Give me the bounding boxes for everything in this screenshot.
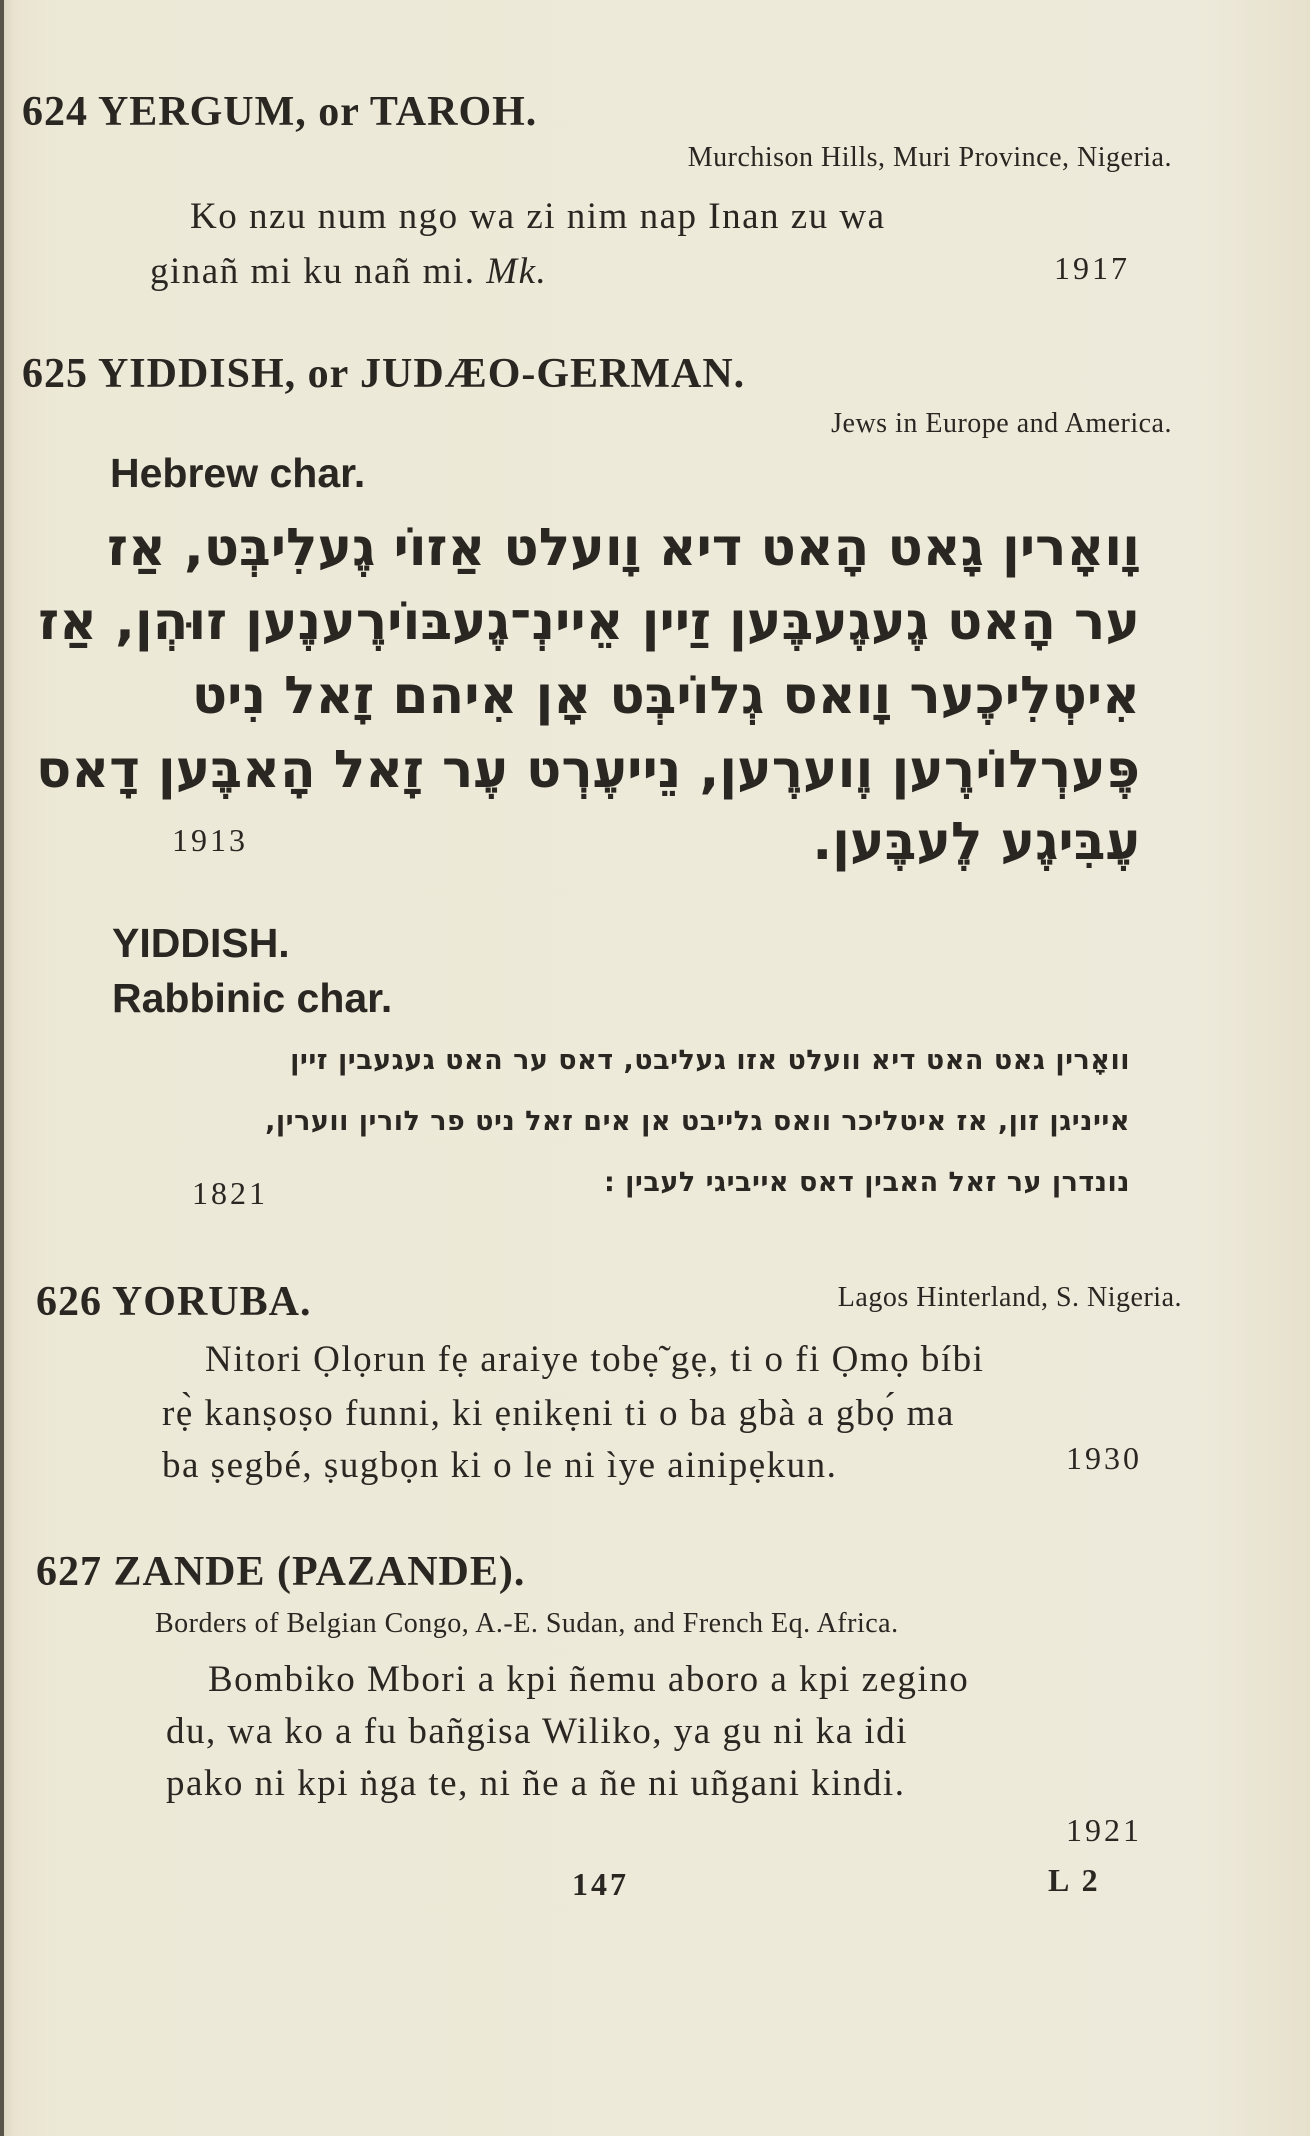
entry-624-line-2: [150, 250, 1130, 293]
rabbinic-line-3: נונדרן ער זאל האבין דאס אייביגי לעבין :: [603, 1167, 1130, 1198]
entry-626-region: Lagos Hinterland, S. Nigeria.: [837, 1282, 1182, 1313]
yiddish-rabbinic-heading: YIDDISH.: [112, 920, 290, 966]
entry-627-region: Borders of Belgian Congo, A.-E. Sudan, and French Eq. Africa.: [155, 1608, 899, 1639]
yiddish-rabbinic-subheading: Rabbinic char.: [112, 975, 393, 1021]
entry-name: YERGUM, or TAROH.: [97, 89, 538, 135]
yoruba-line-3: ba ṣegbé, ṣugbọn ki o le ni ìye ainipẹkun.: [162, 1445, 838, 1486]
hebrew-line-1: וָואָרין גָאט הָאט דיא וָועלט אַזוֹי גֶעלִיבְּט, אַז: [107, 518, 1140, 578]
entry-625-year: 1913: [172, 822, 248, 858]
yoruba-line-1: Nitori Ọlọrun fẹ araiye tobẹ̃ gẹ, ti o fi Ọmọ bíbi: [205, 1339, 985, 1380]
rabbinic-year: 1821: [192, 1175, 268, 1211]
hebrew-line-3: אִיטְלִיכֶער וָואס גְלוֹיבְּט אָן אִיהם זָאל נִיט: [191, 666, 1140, 726]
entry-626-heading: [36, 1278, 311, 1326]
text-line: ginañ mi ku nañ mi.: [150, 251, 476, 292]
signature-mark: L 2: [1048, 1862, 1101, 1898]
entry-626-year: 1930: [1066, 1440, 1142, 1476]
entry-627-year: 1921: [1066, 1812, 1142, 1848]
entry-name: ZANDE (PAZANDE).: [113, 1549, 526, 1595]
entry-624-line-1: [190, 195, 1130, 238]
rabbinic-line-2: אייניגן זון, אז איטליכר וואס גלייבט אן אים זאל ניט פר לורין ווערין,: [265, 1106, 1130, 1137]
entry-number: 627: [36, 1549, 102, 1595]
zande-line-1: Bombiko Mbori a kpi ñemu aboro a kpi zegino: [208, 1659, 970, 1700]
justified-line: [190, 195, 1130, 238]
entry-name: YIDDISH, or JUDÆO-GERMAN.: [97, 351, 746, 397]
hebrew-line-2: ער הָאט גֶעגֶעבֶּען זַיין אֵיינְ־גֶעבּוֹירֶענֶען זוּהְן, אַז: [38, 592, 1140, 652]
yoruba-line-2: rẹ̀ kanṣoṣo funni, ki ẹnikẹni ti o ba gbà a gbọ́ ma: [162, 1393, 955, 1434]
translator-initials: Mk.: [486, 251, 548, 292]
page-number: 147: [572, 1866, 629, 1902]
hebrew-line-4: פֶּערְלוֹירֶען וֶוערֶען, נֵייעֶרְט עֶר זָאל הָאבֶּען דָאס: [36, 740, 1140, 800]
entry-625-heading: [22, 350, 745, 398]
hebrew-line-5: עֶבִּיגֶע לֶעבֶּען.: [812, 812, 1140, 872]
page-binding-edge: [0, 0, 4, 2136]
entry-624-year: 1917: [1054, 250, 1130, 286]
entry-number: 625: [22, 351, 88, 397]
entry-624-region: Murchison Hills, Muri Province, Nigeria.: [687, 142, 1172, 173]
entry-624-heading: [22, 88, 537, 136]
entry-number: 626: [36, 1279, 102, 1325]
zande-line-2: du, wa ko a fu bañgisa Wiliko, ya gu ni ka idi: [166, 1711, 908, 1752]
entry-number: 624: [22, 89, 88, 135]
entry-name: YORUBA.: [111, 1279, 312, 1325]
entry-625-region: Jews in Europe and America.: [831, 408, 1172, 439]
zande-line-3: pako ni kpi ṅga te, ni ñe a ñe ni uñgani kindi.: [166, 1763, 906, 1804]
entry-625-subheading: Hebrew char.: [110, 450, 366, 496]
text-line: Ko nzu num ngo wa zi nim nap Inan zu wa: [190, 196, 886, 237]
entry-627-heading: [36, 1548, 525, 1596]
rabbinic-line-1: וואָרין גאט האט דיא וועלט אזו געליבט, דאס ער האט געגעבין זיין: [290, 1045, 1130, 1076]
